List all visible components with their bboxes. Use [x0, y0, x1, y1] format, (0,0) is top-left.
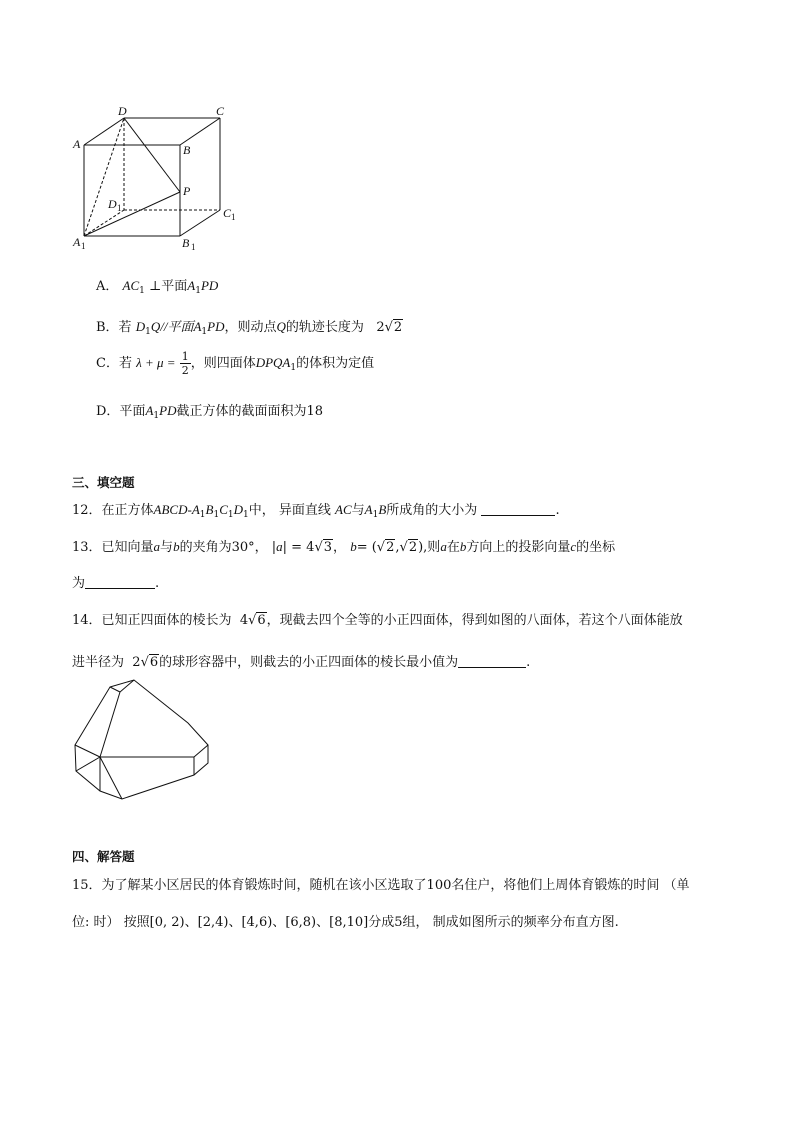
option-c: C．若 λ + μ = $\frac{1}{2}$ ，则四面体$DPQA_1$的体积为定值	[96, 350, 375, 377]
option-b: B．若 $D_1Q//$平面$A_1PD$，则动点Q的轨迹长度为 2√2	[96, 319, 403, 337]
label-b1-sub: 1	[191, 242, 196, 252]
question-14: 14．已知正四面体的棱长为 4√6，现截去四个全等的小正四面体，得到如图的八面体，若这个八面体能放	[72, 613, 683, 628]
question-14-line2: 进半径为 2√6的球形容器中，则截去的小正四面体的棱长最小值为 .	[72, 655, 531, 670]
label-p: P	[183, 184, 191, 198]
cube-figure	[70, 100, 250, 255]
question-13: 13．已知向量a与b的夹角为30°， |a| = 4√3， b= (√2,√2),则a在b方向上的投影向量c的坐标	[72, 539, 616, 555]
question-15: 15．为了解某小区居民的体育锻炼时间，随机在该小区选取了100名住户，将他们上周体育锻炼的时间 （单	[72, 878, 690, 893]
answer-blank-12	[481, 502, 555, 516]
label-d1-sub: 1	[117, 203, 122, 213]
label-c1: C	[223, 206, 232, 220]
octahedron-figure	[70, 675, 230, 805]
question-13-line2: 为 .	[72, 576, 160, 591]
label-b1: B	[182, 236, 190, 250]
answer-blank-13	[85, 575, 155, 589]
fraction-one-half: $\frac{1}{2}$	[181, 350, 189, 377]
option-d: D．平面$A_1PD$截正方体的截面面积为18	[96, 403, 324, 421]
section-fill-in-title: 三、填空题	[72, 475, 135, 490]
label-c1-sub: 1	[231, 212, 236, 222]
label-a: A	[73, 137, 81, 151]
question-12: 12．在正方体ABCD-$A_1B_1C_1D_1$中， 异面直线 AC与$A_1B$所成角的大小为 .	[72, 502, 560, 520]
answer-blank-14	[458, 654, 526, 668]
label-c: C	[216, 104, 225, 118]
question-15-line2: 位: 时） 按照[0, 2)、[2,4)、[4,6)、[6,8)、[8,10]分成5组， 制成如图所示的频率分布直方图.	[72, 915, 619, 930]
label-b: B	[183, 143, 191, 157]
label-d: D	[118, 104, 127, 118]
label-d1: D	[108, 197, 117, 211]
option-a: A． $AC_1$ ⊥平面$A_1PD$	[96, 278, 219, 296]
label-a1-sub: 1	[81, 241, 86, 251]
section-answer-title: 四、解答题	[72, 849, 135, 864]
label-a1: A	[73, 235, 81, 249]
